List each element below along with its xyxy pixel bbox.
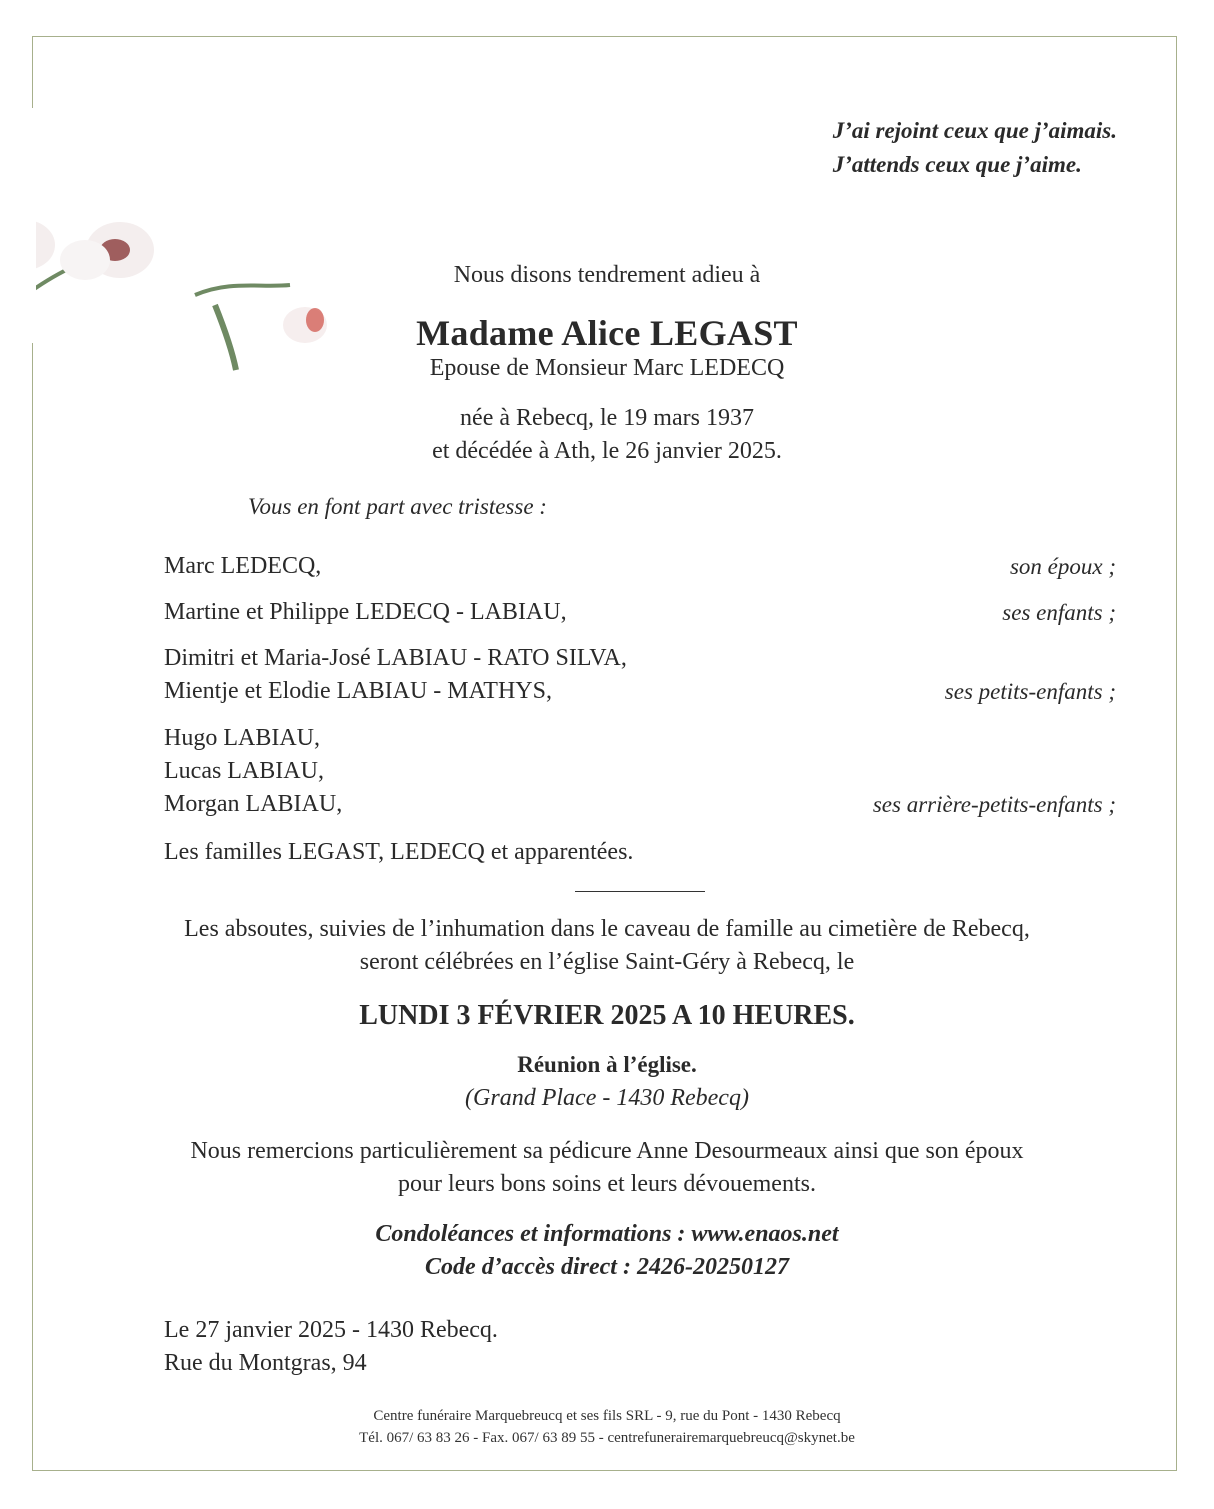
family-relation: son époux ; xyxy=(1009,554,1116,579)
ceremony-text xyxy=(0,913,1214,979)
place-date xyxy=(164,1314,498,1380)
family-row xyxy=(164,550,1116,583)
family-name: Hugo LABIAU, xyxy=(164,725,320,751)
family-row xyxy=(164,836,1116,869)
thanks-line: pour leurs bons soins et leurs dévouements. xyxy=(398,1171,816,1197)
condolences-line: Condoléances et informations : www.enaos.net xyxy=(375,1221,839,1247)
church-address: (Grand Place - 1430 Rebecq) xyxy=(465,1085,749,1111)
death-line: et décédée à Ath, le 26 janvier 2025. xyxy=(432,438,782,464)
family-name: Morgan LABIAU, xyxy=(164,791,343,817)
ceremony-line: Les absoutes, suivies de l’inhumation dans le caveau de famille au cimetière de Rebecq, xyxy=(184,916,1030,942)
thanks-text xyxy=(0,1135,1214,1201)
birth-line: née à Rebecq, le 19 mars 1937 xyxy=(460,405,754,431)
family-name: Dimitri et Maria-José LABIAU - RATO SILVA, xyxy=(164,645,627,671)
footer-line: Tél. 067/ 63 83 26 - Fax. 067/ 63 89 55 - centrefunerairemarquebreucq@skynet.be xyxy=(359,1430,855,1446)
quote-line: J’ai rejoint ceux que j’aimais. xyxy=(832,118,1117,143)
spouse-line: Epouse de Monsieur Marc LEDECQ xyxy=(429,355,785,381)
address-line: Rue du Montgras, 94 xyxy=(164,1350,367,1376)
footer-line: Centre funéraire Marquebreucq et ses fils SRL - 9, rue du Pont - 1430 Rebecq xyxy=(373,1408,841,1424)
share-line: Vous en font part avec tristesse : xyxy=(248,494,547,519)
family-relation: ses enfants ; xyxy=(1002,600,1116,625)
family-row xyxy=(164,722,1116,821)
frame-gap xyxy=(0,108,36,343)
family-name: Mientje et Elodie LABIAU - MATHYS, xyxy=(164,678,552,704)
family-row xyxy=(164,596,1116,629)
intro-line: Nous disons tendrement adieu à xyxy=(453,262,761,288)
quote-line: J’attends ceux que j’aime. xyxy=(832,152,1082,177)
access-code-line: Code d’accès direct : 2426-20250127 xyxy=(425,1254,789,1280)
ceremony-line: seront célébrées en l’église Saint-Géry à Rebecq, le xyxy=(359,949,855,975)
place-line: Le 27 janvier 2025 - 1430 Rebecq. xyxy=(164,1317,498,1343)
family-name: Les familles LEGAST, LEDECQ et apparentées. xyxy=(164,839,634,865)
ceremony-date: LUNDI 3 FÉVRIER 2025 A 10 HEURES. xyxy=(359,1000,855,1031)
family-relation: ses arrière-petits-enfants ; xyxy=(872,792,1116,817)
family-name: Lucas LABIAU, xyxy=(164,758,324,784)
epitaph-quote xyxy=(833,114,1117,182)
deceased-name: Madame Alice LEGAST xyxy=(416,313,798,353)
meeting-point: Réunion à l’église. xyxy=(517,1052,697,1077)
section-divider xyxy=(575,891,705,892)
dates-block xyxy=(0,402,1214,468)
thanks-line: Nous remercions particulièrement sa pédicure Anne Desourmeaux ainsi que son époux xyxy=(190,1138,1024,1164)
family-relation: ses petits-enfants ; xyxy=(944,679,1116,704)
family-name: Martine et Philippe LEDECQ - LABIAU, xyxy=(164,599,567,625)
condolences-info xyxy=(0,1218,1214,1284)
family-name: Marc LEDECQ, xyxy=(164,553,322,579)
funeral-home-footer xyxy=(0,1405,1214,1449)
family-row xyxy=(164,642,1116,708)
